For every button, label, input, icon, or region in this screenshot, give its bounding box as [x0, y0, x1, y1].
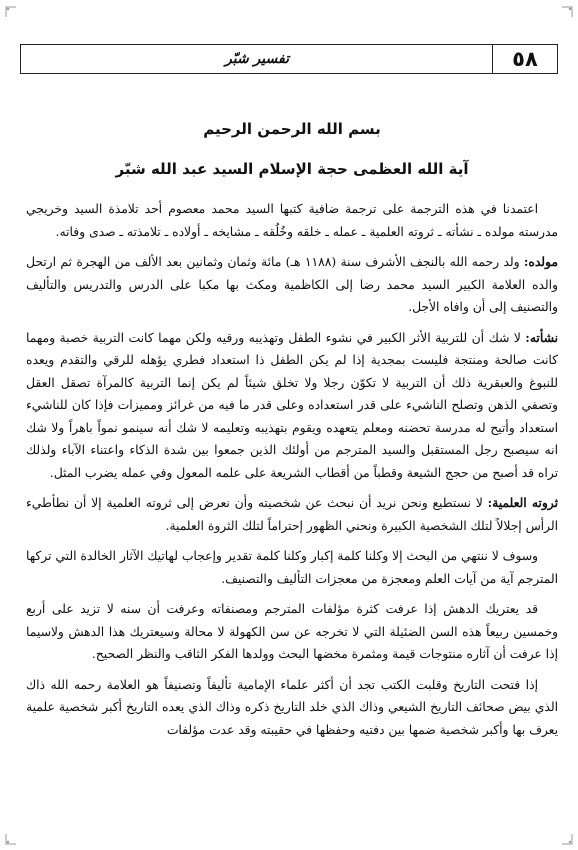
paragraph-birth [26, 251, 558, 319]
running-title: تفسير شبّر [225, 50, 289, 67]
page-number: ٥٨ [512, 46, 538, 71]
paragraph-text: قد يعتريك الدهش إذا عرفت كثرة مؤلفات المترجم ومصنفاته وعرفت أن سنه لا تزيد على أربع وخمسين ربيعاً هذه السن الضئيلة التي لا تخرجه عن سن الكهولة لا محالة وسيعتريك هذا الدهش ولاسيما إذا عرفت أن آثاره منتوجات قيمة ومثمرة مخضها البحث وولدها الفكر الثاقب والنظر الصحيح. [26, 602, 558, 661]
paragraph-text: ولد رحمه الله بالنجف الأشرف سنة (١١٨٨ هـ) مائة وثمان وثمانين بعد الألف من الهجرة ثم ارتحل والده العلامة الكبير السيد محمد رضا إلى الكاظمية ومكث بها مكبا على الدرس والتدريس والتأليف والتصنيف إلى أن وافاه الأجل. [26, 255, 558, 314]
paragraph-text: لا شك أن للتربية الأثر الكبير في نشوء الطفل وتهذيبه ورقيه ولكن مهما كانت التربية خصبة ومهما كانت صالحة ومنتجة فليست بمجدية إذا لم يكن الطفل ذا استعداد فطري يؤهله للرقي والتقدم ويعده للنبوغ والعبقرية ذلك أن التربية لا تكوّن رجلا ولا تخلق شيئاً لم يكن إنما التربية كالمرآة تصقل العقل وتصفي الذهن وتصلح الناشيء على قدر استعداده وعلى قدر ما فيه من غرائز ومميزات فإذا كان للناشيء استعداد وأتيح له مدرسة تحضنه ومعلم يتعهده ويقوم بتهذيبه وتعليمه لا شك أنه سينمو نمواً باهراً ولا شك انه سيصبح رجل المستقبل والسيد المترجم من أولئك الذين جمعوا بين شدة الذكاء واعتناء الآباء ولذلك تراه قد أصبح من حجج الشيعة وقطباً من أقطاب الشريعة على علمه المعول وفي عمله يضرب المثل. [26, 330, 558, 480]
corner-ornament-icon [4, 831, 18, 845]
page-body [26, 116, 558, 849]
corner-ornament-icon [560, 831, 574, 845]
corner-ornament-icon [560, 4, 574, 18]
paragraph-legacy [26, 545, 558, 590]
section-heading: ثروته العلمية: [487, 495, 559, 510]
section-heading: نشأته: [525, 329, 558, 345]
basmala: بسم الله الرحمن الرحيم [203, 120, 381, 138]
paragraph-history [26, 674, 558, 742]
paragraph-text: لا نستطيع ونحن نريد أن نبحث عن شخصيته وأن نعرض إلى ثروته العلمية إلا أن نطأطيء الرأس إجلالاً لتلك الشخصية الكبيرة ونحني الظهور إحتراماً لتلك الثروة العلمية. [26, 496, 558, 533]
paragraph-works [26, 598, 558, 666]
page-header [20, 44, 558, 74]
paragraph-scholarly-wealth [26, 492, 558, 537]
corner-ornament-icon [4, 4, 18, 18]
section-heading: مولده: [523, 254, 558, 269]
paragraph-upbringing [26, 327, 558, 485]
paragraph-text: وسوف لا ننتهي من البحث إلا وكلنا كلمة إكبار وكلنا كلمة تقدير وإعجاب لهاتيك الآثار الخالدة التي تركها المترجم آية من آيات العلم ومعجزة من معجزات التأليف والتصنيف. [26, 549, 558, 586]
paragraph-text: اعتمدنا في هذه الترجمة على ترجمة ضافية كتبها السيد محمد معصوم أحد تلامذة السيد وخريجي مدرسته مولده ـ نشأته ـ ثروته العلمية ـ عمله ـ خلقه وخُلُقه ـ مشايخه ـ أولاده ـ تلامذته ـ صدى وفاته. [26, 202, 558, 239]
paragraph-text: إذا فتحت التاريخ وقلبت الكتب تجد أن أكثر علماء الإمامية تأليفاً وتصنيفاً هو العلامة رحمه الله ذاك الذي بيض صحائف التاريخ الشيعي وذاك الذي خلد التاريخ ذكره وذاك الذي يعده التاريخ أكبر شخصية علمية يعرف بها وأكبر شخصية ضمها بين دفتيه وحفظها في حقيبته وقد عدت مؤلفات [26, 677, 558, 737]
page-title: آية الله العظمى حجة الإسلام السيد عبد الله شبّر [115, 160, 469, 178]
paragraph-intro [26, 198, 558, 243]
